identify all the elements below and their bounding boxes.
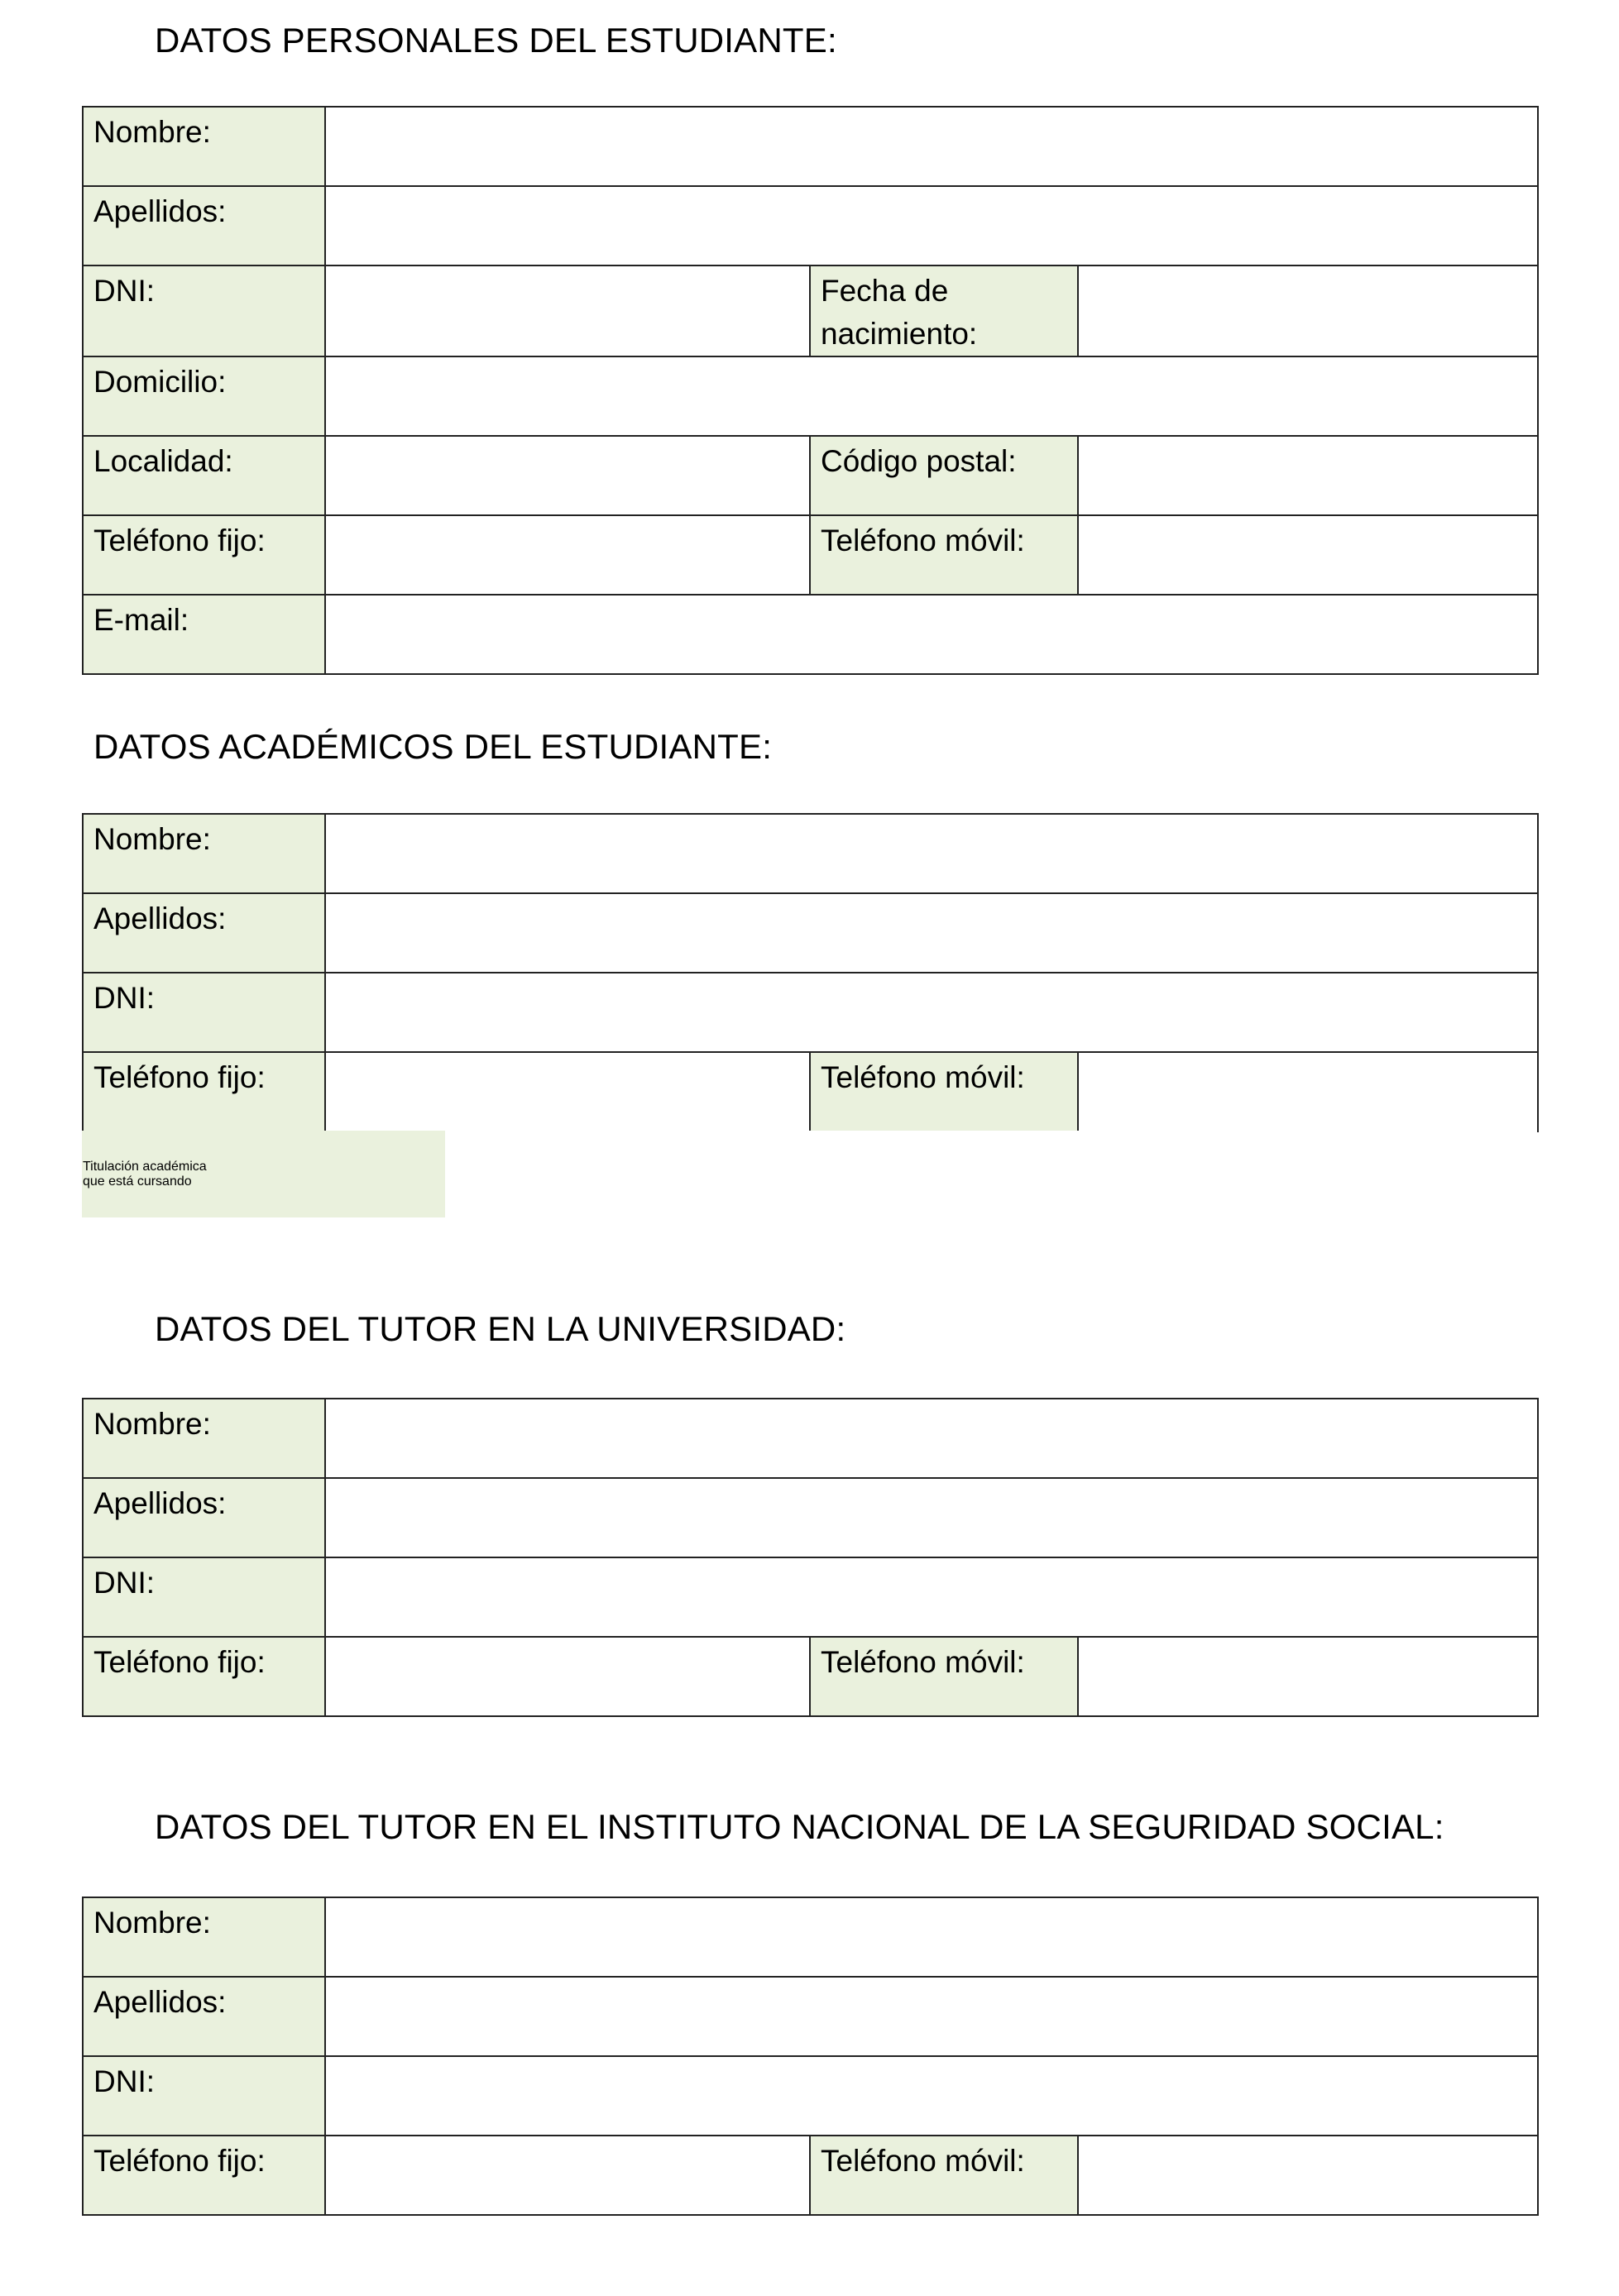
field-nombre[interactable] xyxy=(325,814,1538,893)
label-fecha-nacimiento-line2: nacimiento: xyxy=(821,317,978,351)
label-titulacion-line2: que está cursando xyxy=(83,1174,192,1189)
label-fecha-nacimiento xyxy=(810,265,1078,356)
label-dni: DNI: xyxy=(83,1557,325,1637)
label-telefono-fijo: Teléfono fijo: xyxy=(83,515,325,595)
section-title-academic: DATOS ACADÉMICOS DEL ESTUDIANTE: xyxy=(93,727,773,766)
tutor-universidad-table xyxy=(82,1398,1539,1717)
label-nombre: Nombre: xyxy=(83,107,325,186)
field-nombre[interactable] xyxy=(325,107,1538,186)
label-nombre: Nombre: xyxy=(83,814,325,893)
field-apellidos[interactable] xyxy=(325,1478,1538,1557)
label-telefono-movil: Teléfono móvil: xyxy=(810,1052,1078,1131)
personal-data-table xyxy=(82,106,1539,675)
label-codigo-postal: Código postal: xyxy=(810,436,1078,515)
label-titulacion xyxy=(82,1131,445,1217)
label-dni: DNI: xyxy=(83,265,325,356)
section-title-tutor-inss: DATOS DEL TUTOR EN EL INSTITUTO NACIONAL DE LA SEGURIDAD SOCIAL: xyxy=(155,1807,1444,1846)
label-apellidos: Apellidos: xyxy=(83,1478,325,1557)
section-title-tutor-universidad: DATOS DEL TUTOR EN LA UNIVERSIDAD: xyxy=(155,1309,846,1348)
field-dni[interactable] xyxy=(325,1557,1538,1637)
label-apellidos: Apellidos: xyxy=(83,893,325,973)
field-telefono-fijo[interactable] xyxy=(325,1052,810,1131)
section-title-personal: DATOS PERSONALES DEL ESTUDIANTE: xyxy=(155,21,837,60)
tutor-inss-table xyxy=(82,1897,1539,2216)
academic-titulacion-table xyxy=(82,1131,1537,1217)
label-telefono-movil: Teléfono móvil: xyxy=(810,515,1078,595)
field-fecha-nacimiento[interactable] xyxy=(1078,265,1538,356)
field-telefono-movil[interactable] xyxy=(1078,2136,1538,2215)
label-telefono-movil: Teléfono móvil: xyxy=(810,1637,1078,1716)
field-telefono-fijo[interactable] xyxy=(325,2136,810,2215)
label-telefono-fijo: Teléfono fijo: xyxy=(83,2136,325,2215)
field-telefono-movil[interactable] xyxy=(1078,1052,1538,1131)
field-dni[interactable] xyxy=(325,2056,1538,2136)
label-telefono-fijo: Teléfono fijo: xyxy=(83,1052,325,1131)
field-telefono-fijo[interactable] xyxy=(325,1637,810,1716)
field-titulacion[interactable] xyxy=(445,1131,1537,1217)
field-codigo-postal[interactable] xyxy=(1078,436,1538,515)
label-domicilio: Domicilio: xyxy=(83,356,325,436)
label-apellidos: Apellidos: xyxy=(83,1977,325,2056)
field-apellidos[interactable] xyxy=(325,893,1538,973)
label-apellidos: Apellidos: xyxy=(83,186,325,265)
label-nombre: Nombre: xyxy=(83,1399,325,1478)
field-telefono-fijo[interactable] xyxy=(325,515,810,595)
label-nombre: Nombre: xyxy=(83,1897,325,1977)
field-dni[interactable] xyxy=(325,265,810,356)
label-telefono-movil: Teléfono móvil: xyxy=(810,2136,1078,2215)
academic-data-table xyxy=(82,813,1539,1132)
field-nombre[interactable] xyxy=(325,1897,1538,1977)
field-apellidos[interactable] xyxy=(325,186,1538,265)
label-telefono-fijo: Teléfono fijo: xyxy=(83,1637,325,1716)
label-dni: DNI: xyxy=(83,973,325,1052)
field-domicilio[interactable] xyxy=(325,356,1538,436)
field-apellidos[interactable] xyxy=(325,1977,1538,2056)
field-telefono-movil[interactable] xyxy=(1078,1637,1538,1716)
field-email[interactable] xyxy=(325,595,1538,674)
field-telefono-movil[interactable] xyxy=(1078,515,1538,595)
label-fecha-nacimiento-line1: Fecha de xyxy=(821,274,949,308)
field-nombre[interactable] xyxy=(325,1399,1538,1478)
label-titulacion-line1: Titulación académica xyxy=(83,1159,207,1174)
label-localidad: Localidad: xyxy=(83,436,325,515)
label-dni: DNI: xyxy=(83,2056,325,2136)
field-localidad[interactable] xyxy=(325,436,810,515)
field-dni[interactable] xyxy=(325,973,1538,1052)
label-email: E-mail: xyxy=(83,595,325,674)
